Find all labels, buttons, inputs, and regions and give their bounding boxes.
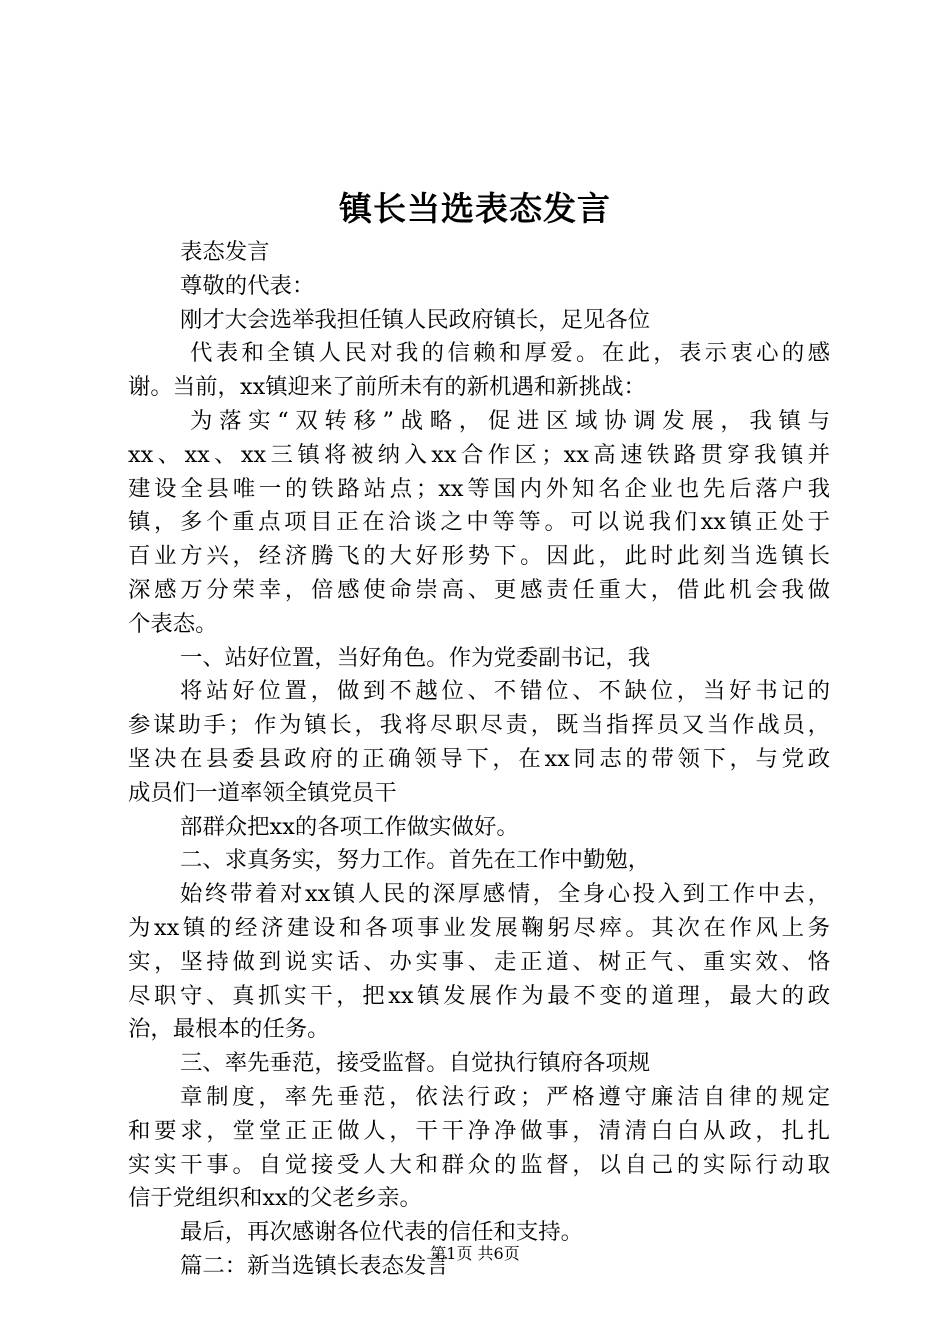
body-line: 章制度，率先垂范，依法行政；严格遵守廉洁自律的规定 [180, 1083, 830, 1110]
body-line: 信于党组织和xx的父老乡亲。 [128, 1185, 422, 1212]
body-line: 为xx镇的经济建设和各项事业发展鞠躬尽瘁。其次在作风上务 [128, 914, 830, 941]
body-line: 为落实“双转移”战略，促进区域协调发展，我镇与 [190, 407, 830, 434]
body-line: 实，坚持做到说实话、办实事、走正道、树正气、重实效、恪 [128, 948, 830, 975]
body-line: 代表和全镇人民对我的信赖和厚爱。在此，表示衷心的感 [190, 340, 830, 367]
body-line: 始终带着对xx镇人民的深厚感情，全身心投入到工作中去， [180, 881, 830, 908]
body-line: 篇二：新当选镇长表态发言 [180, 1252, 449, 1279]
body-line: 参谋助手；作为镇长，我将尽职尽责，既当指挥员又当作战员， [128, 712, 830, 739]
body-line: 三、率先垂范，接受监督。自觉执行镇府各项规 [180, 1050, 651, 1077]
body-line: 一、站好位置，当好角色。作为党委副书记，我 [180, 644, 651, 671]
document-title: 镇长当选表态发言 [339, 189, 611, 228]
body-line: 镇，多个重点项目正在洽谈之中等等。可以说我们xx镇正处于 [128, 509, 830, 536]
body-line: 治，最根本的任务。 [128, 1016, 330, 1043]
body-line: 坚决在县委县政府的正确领导下，在xx同志的带领下，与党政 [128, 745, 830, 772]
body-line: 刚才大会选举我担任镇人民政府镇长，足见各位 [180, 306, 651, 333]
body-line: 部群众把xx的各项工作做实做好。 [180, 813, 519, 840]
body-line: 实实干事。自觉接受人大和群众的监督，以自己的实际行动取 [128, 1151, 830, 1178]
body-line: 尽职守、真抓实干，把xx镇发展作为最不变的道理，最大的政 [128, 982, 830, 1009]
body-line: 个表态。 [128, 610, 218, 637]
body-line: 百业方兴，经济腾飞的大好形势下。因此，此时此刻当选镇长 [128, 543, 830, 570]
document-body [128, 236, 830, 1284]
body-line: 二、求真务实，努力工作。首先在工作中勤勉， [180, 847, 651, 874]
body-line: 尊敬的代表： [180, 272, 315, 299]
body-line: 将站好位置，做到不越位、不错位、不缺位，当好书记的 [180, 678, 830, 705]
body-line: 最后，再次感谢各位代表的信任和支持。 [180, 1219, 584, 1246]
page-footer: 第1页 共6页 [430, 1244, 520, 1263]
body-line: 和要求，堂堂正正做人，干干净净做事，清清白白从政，扎扎 [128, 1117, 830, 1144]
body-line: 谢。当前，xx镇迎来了前所未有的新机遇和新挑战： [128, 374, 646, 401]
body-line: 成员们一道率领全镇党员干 [128, 779, 397, 806]
body-line: 深感万分荣幸，倍感使命崇高、更感责任重大，借此机会我做 [128, 576, 830, 603]
body-line: 建设全县唯一的铁路站点；xx等国内外知名企业也先后落户我 [128, 475, 830, 502]
body-line: 表态发言 [180, 239, 270, 265]
body-line: xx、xx、xx三镇将被纳入xx合作区；xx高速铁路贯穿我镇并 [128, 441, 830, 468]
